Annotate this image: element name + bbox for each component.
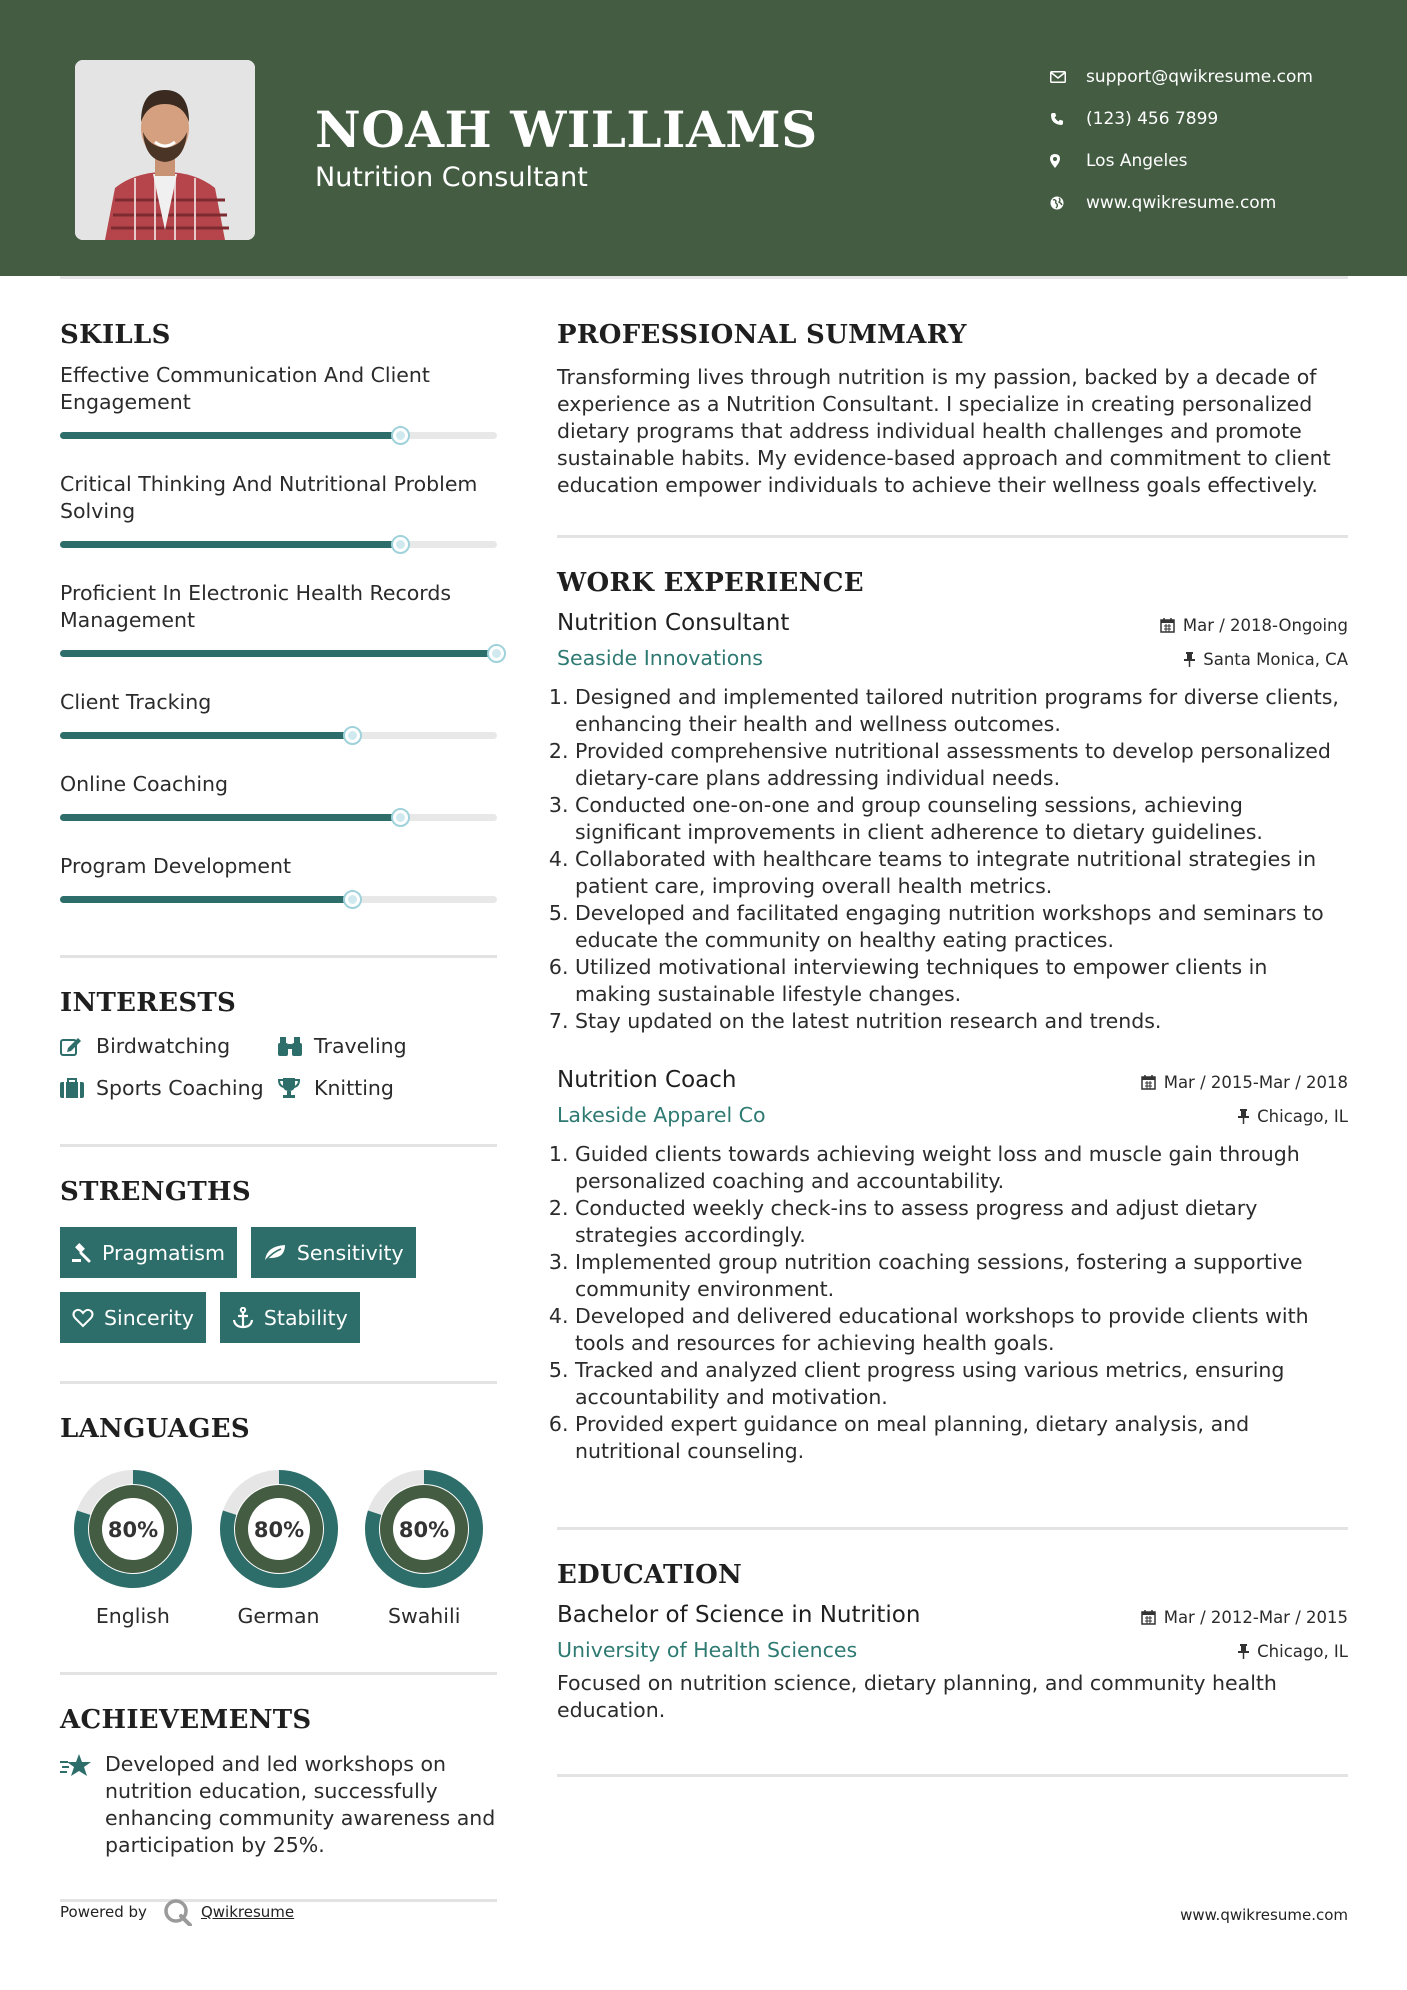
- strengths-list: [60, 1227, 497, 1343]
- degree-title: Bachelor of Science in Nutrition: [557, 1602, 921, 1628]
- section-divider: [557, 1774, 1348, 1777]
- skill-bar: [60, 732, 497, 739]
- list-item: 2. Conducted weekly check-ins to assess progress and adjust dietary strategies accordingly.: [575, 1195, 1348, 1249]
- skill-item: [60, 471, 497, 548]
- company-name: Lakeside Apparel Co: [557, 1103, 766, 1127]
- achievement-text: Developed and led workshops on nutrition education, successfully enhancing community awareness and participation by 25%.: [105, 1752, 496, 1857]
- phone-icon: [1050, 112, 1086, 126]
- job-subheader: [557, 646, 1348, 670]
- education-heading: EDUCATION: [557, 1560, 743, 1590]
- job-header: [557, 610, 1348, 636]
- language-percent: 80%: [107, 1518, 158, 1542]
- binoculars-icon: [278, 1035, 314, 1057]
- right-column: [557, 320, 1348, 1777]
- education-location: [1238, 1642, 1348, 1661]
- list-item: 6. Utilized motivational interviewing techniques to empower clients in making sustainable lifestyle changes.: [575, 954, 1348, 1008]
- skill-bar-knob: [391, 535, 410, 554]
- footer-powered-by: [60, 1898, 294, 1926]
- skill-name: Client Tracking: [60, 690, 212, 714]
- trophy-icon: [278, 1077, 314, 1099]
- anchor-icon: [232, 1307, 254, 1329]
- job-location: [1238, 1107, 1348, 1126]
- contact-website-text: www.qwikresume.com: [1086, 193, 1277, 213]
- candidate-name: NOAH WILLIAMS: [315, 100, 818, 159]
- skill-bar-knob: [391, 426, 410, 445]
- resume-header: [0, 0, 1407, 276]
- edit-icon: [60, 1036, 96, 1056]
- language-item: [206, 1468, 352, 1628]
- skill-bar-fill: [60, 732, 353, 739]
- skills-heading: SKILLS: [60, 320, 171, 350]
- contact-list: [1050, 56, 1370, 224]
- skill-bar: [60, 650, 497, 657]
- skills-list: [60, 362, 497, 903]
- strength-label: Stability: [263, 1305, 348, 1330]
- language-percent: 80%: [253, 1518, 304, 1542]
- pushpin-icon: [1238, 1644, 1249, 1659]
- school-name: University of Health Sciences: [557, 1638, 858, 1662]
- achievement-item: [60, 1751, 497, 1859]
- interest-label: Traveling: [314, 1034, 407, 1058]
- list-item: 3. Implemented group nutrition coaching sessions, fostering a supportive community environment.: [575, 1249, 1348, 1303]
- candidate-title: Nutrition Consultant: [315, 162, 588, 193]
- skill-bar-fill: [60, 541, 401, 548]
- skill-bar-fill: [60, 896, 353, 903]
- education-date: [1141, 1608, 1348, 1627]
- language-name: Swahili: [387, 1604, 461, 1628]
- education-header: [557, 1602, 1348, 1628]
- job-entry: [557, 610, 1348, 1035]
- section-divider: [60, 1672, 497, 1675]
- interest-item: [60, 1076, 278, 1100]
- contact-location: [1050, 140, 1370, 182]
- language-name: German: [237, 1604, 320, 1628]
- job-responsibilities: [557, 1141, 1348, 1465]
- contact-phone-text: (123) 456 7899: [1086, 109, 1219, 129]
- strength-chip: [251, 1227, 416, 1278]
- interest-label: Birdwatching: [96, 1034, 231, 1058]
- envelope-icon: [1050, 71, 1086, 83]
- list-item: 1. Designed and implemented tailored nutrition programs for diverse clients, enhancing their health and wellness outcomes.: [575, 684, 1348, 738]
- skill-bar-knob: [487, 644, 506, 663]
- company-name: Seaside Innovations: [557, 646, 763, 670]
- interest-item: [60, 1034, 278, 1058]
- interests-heading: INTERESTS: [60, 988, 237, 1018]
- pushpin-icon: [1184, 652, 1195, 667]
- section-divider: [557, 1527, 1348, 1530]
- calendar-icon: [1141, 1610, 1156, 1625]
- languages-heading: LANGUAGES: [60, 1414, 250, 1444]
- qwikresume-logo-icon: [163, 1898, 193, 1926]
- skill-name: Effective Communication And Client Engagement: [60, 363, 430, 414]
- job-date-text: Mar / 2015-Mar / 2018: [1163, 1073, 1348, 1092]
- skill-bar-fill: [60, 650, 497, 657]
- interest-label: Sports Coaching: [96, 1076, 264, 1100]
- job-location-text: Chicago, IL: [1257, 1107, 1348, 1126]
- language-donut: [363, 1468, 485, 1590]
- summary-text: Transforming lives through nutrition is my passion, backed by a decade of experience as a Nutrition Consultant. I specialize in creating personalized dietary programs that address individual health challenges and promote sustainable habits. My evidence-based approach and commitment to client education empower individuals to achieve their wellness goals effectively.: [557, 365, 1331, 497]
- skill-name: Program Development: [60, 854, 292, 878]
- skill-bar: [60, 896, 497, 903]
- briefcase-icon: [60, 1078, 96, 1098]
- contact-email[interactable]: [1050, 56, 1370, 98]
- calendar-icon: [1160, 618, 1175, 633]
- header-divider: [60, 276, 1348, 279]
- calendar-icon: [1141, 1075, 1156, 1090]
- job-responsibilities: [557, 684, 1348, 1035]
- job-location-text: Santa Monica, CA: [1203, 650, 1348, 669]
- language-donut: [218, 1468, 340, 1590]
- strengths-heading: STRENGTHS: [60, 1177, 251, 1207]
- qwikresume-link[interactable]: Qwikresume: [200, 1903, 295, 1921]
- list-item: 1. Guided clients towards achieving weight loss and muscle gain through personalized coaching and accountability.: [575, 1141, 1348, 1195]
- language-item: [60, 1468, 206, 1628]
- skill-item: [60, 580, 497, 657]
- contact-email-text: support@qwikresume.com: [1086, 67, 1313, 87]
- skill-name: Proficient In Electronic Health Records Management: [60, 581, 452, 632]
- skill-bar-knob: [391, 808, 410, 827]
- skill-name: Online Coaching: [60, 772, 229, 796]
- section-divider: [60, 955, 497, 958]
- job-date-text: Mar / 2018-Ongoing: [1182, 616, 1348, 635]
- language-item: [351, 1468, 497, 1628]
- job-title: Nutrition Coach: [557, 1067, 737, 1093]
- list-item: 5. Tracked and analyzed client progress using various metrics, ensuring accountability and motivation.: [575, 1357, 1348, 1411]
- list-item: 2. Provided comprehensive nutritional assessments to develop personalized dietary-care plans addressing individual needs.: [575, 738, 1348, 792]
- strength-label: Sincerity: [104, 1305, 194, 1330]
- job-title: Nutrition Consultant: [557, 610, 790, 636]
- skill-bar-knob: [343, 726, 362, 745]
- list-item: 5. Developed and facilitated engaging nutrition workshops and seminars to educate the community on healthy eating practices.: [575, 900, 1348, 954]
- list-item: 4. Developed and delivered educational workshops to provide clients with tools and resources for achieving health goals.: [575, 1303, 1348, 1357]
- list-item: 6. Provided expert guidance on meal planning, dietary analysis, and nutritional counseling.: [575, 1411, 1348, 1465]
- skill-item: [60, 771, 497, 821]
- contact-phone[interactable]: [1050, 98, 1370, 140]
- education-subheader: [557, 1638, 1348, 1662]
- powered-by-text: Powered by: [60, 1903, 147, 1921]
- skill-name: Critical Thinking And Nutritional Problem Solving: [60, 472, 478, 523]
- education-description: Focused on nutrition science, dietary planning, and community health education.: [557, 1671, 1277, 1722]
- profile-photo: [75, 60, 255, 240]
- education-entry: [557, 1602, 1348, 1724]
- skill-item: [60, 689, 497, 739]
- list-item: 7. Stay updated on the latest nutrition research and trends.: [575, 1008, 1348, 1035]
- section-divider: [60, 1381, 497, 1384]
- left-column: [60, 320, 497, 1902]
- skill-bar: [60, 814, 497, 821]
- interest-item: [278, 1034, 497, 1058]
- skill-item: [60, 853, 497, 903]
- strength-chip: [220, 1292, 360, 1343]
- job-entry: [557, 1067, 1348, 1465]
- skill-item: [60, 362, 497, 439]
- pushpin-icon: [1238, 1109, 1249, 1124]
- education-date-text: Mar / 2012-Mar / 2015: [1163, 1608, 1348, 1627]
- job-date: [1160, 616, 1348, 635]
- job-subheader: [557, 1103, 1348, 1127]
- interest-item: [278, 1076, 497, 1100]
- education-location-text: Chicago, IL: [1257, 1642, 1348, 1661]
- strength-chip: [60, 1227, 237, 1278]
- skill-bar: [60, 432, 497, 439]
- list-item: 3. Conducted one-on-one and group counseling sessions, achieving significant improvements in client adherence to dietary guidelines.: [575, 792, 1348, 846]
- job-date: [1141, 1073, 1348, 1092]
- leaf-icon: [263, 1244, 287, 1262]
- languages-list: [60, 1468, 497, 1628]
- job-location: [1184, 650, 1348, 669]
- strength-chip: [60, 1292, 206, 1343]
- skill-bar-knob: [343, 890, 362, 909]
- gavel-icon: [72, 1243, 92, 1263]
- achievements-heading: ACHIEVEMENTS: [60, 1705, 312, 1735]
- job-header: [557, 1067, 1348, 1093]
- interests-list: [60, 1034, 497, 1100]
- contact-location-text: Los Angeles: [1086, 151, 1188, 171]
- language-name: English: [95, 1604, 170, 1628]
- footer-website[interactable]: www.qwikresume.com: [1180, 1906, 1348, 1924]
- section-divider: [557, 535, 1348, 538]
- skill-bar-fill: [60, 432, 401, 439]
- experience-heading: WORK EXPERIENCE: [557, 568, 864, 598]
- language-percent: 80%: [399, 1518, 450, 1542]
- star-icon: [60, 1751, 105, 1859]
- strength-label: Pragmatism: [102, 1240, 225, 1265]
- language-donut: [72, 1468, 194, 1590]
- contact-website[interactable]: [1050, 182, 1370, 224]
- list-item: 4. Collaborated with healthcare teams to integrate nutritional strategies in patient care, improving overall health metrics.: [575, 846, 1348, 900]
- skill-bar: [60, 541, 497, 548]
- section-divider: [60, 1144, 497, 1147]
- map-marker-icon: [1050, 154, 1086, 168]
- skill-bar-fill: [60, 814, 401, 821]
- globe-icon: [1050, 196, 1086, 210]
- strength-label: Sensitivity: [296, 1240, 404, 1265]
- interest-label: Knitting: [314, 1076, 394, 1100]
- summary-heading: PROFESSIONAL SUMMARY: [557, 320, 967, 350]
- heart-icon: [72, 1308, 94, 1328]
